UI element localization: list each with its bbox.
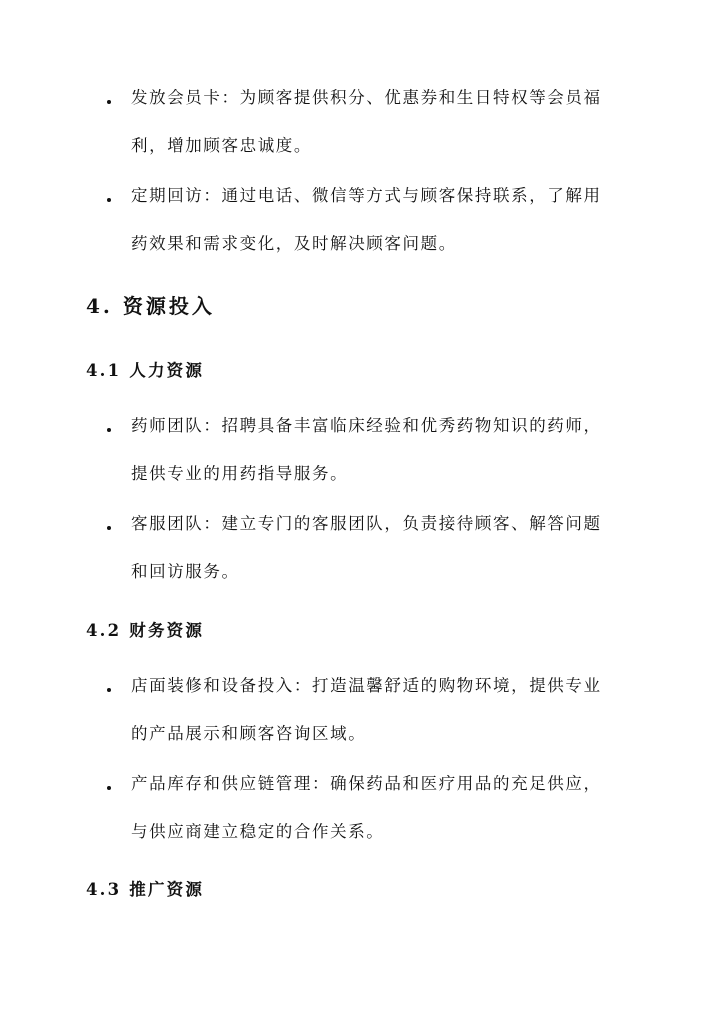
subsection-heading: 4.1 人力资源 [86, 361, 205, 380]
bullet-dot-icon [107, 428, 111, 432]
bullet-dot-icon [107, 786, 111, 790]
bullet-dot-icon [107, 100, 111, 104]
subsection-heading: 4.3 推广资源 [86, 880, 205, 899]
bullet-dot-icon [107, 688, 111, 692]
list-item-text: 定期回访：通过电话、微信等方式与顾客保持联系，了解用药效果和需求变化，及时解决顾客问题。 [131, 186, 602, 253]
list-item-text: 客服团队：建立专门的客服团队，负责接待顾客、解答问题和回访服务。 [131, 514, 602, 581]
bullet-dot-icon [107, 526, 111, 530]
list-item-text: 产品库存和供应链管理：确保药品和医疗用品的充足供应，与供应商建立稳定的合作关系。 [131, 774, 602, 841]
subsection-heading: 4.2 财务资源 [86, 621, 205, 640]
list-item-text: 发放会员卡：为顾客提供积分、优惠券和生日特权等会员福利，增加顾客忠诚度。 [131, 88, 602, 155]
bullet-dot-icon [107, 198, 111, 202]
list-item-text: 药师团队：招聘具备丰富临床经验和优秀药物知识的药师，提供专业的用药指导服务。 [131, 416, 602, 483]
section-heading: 4. 资源投入 [86, 294, 215, 318]
list-item-text: 店面装修和设备投入：打造温馨舒适的购物环境，提供专业的产品展示和顾客咨询区域。 [131, 676, 602, 743]
